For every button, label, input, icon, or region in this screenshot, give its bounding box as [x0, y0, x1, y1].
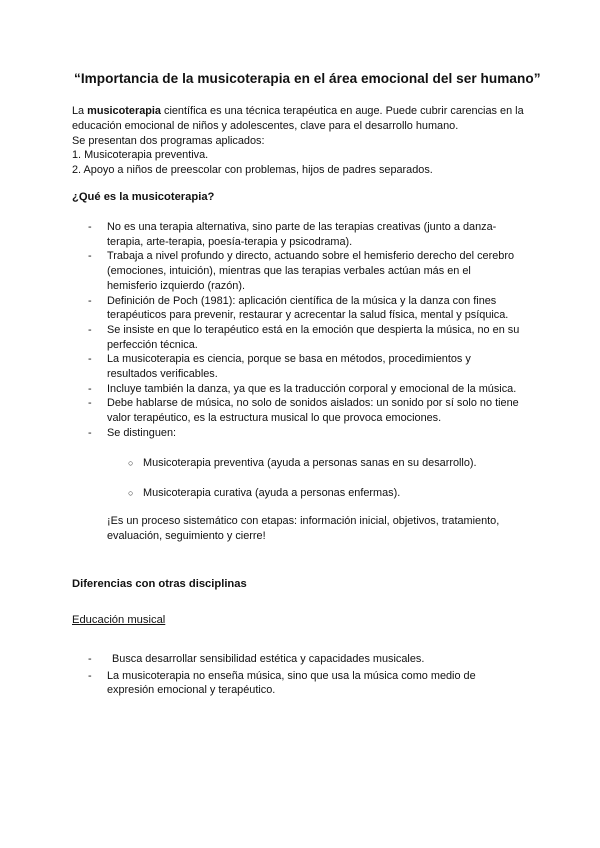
list-item: - Se distinguen:: [88, 426, 177, 439]
dash-bullet: -: [88, 323, 92, 336]
list-item: - No es una terapia alternativa, sino parte de las terapias creativas (junto a danza-terapia, arte-terapia, poesía-terapia y psicodrama).: [88, 221, 497, 248]
dash-bullet: -: [88, 426, 92, 439]
list-item: - Trabaja a nivel profundo y directo, actuando sobre el hemisferio derecho del cerebro (emociones, intuición), mientras que las terapias verbales actúan más en el hemisferio izquierdo (razón).: [88, 250, 515, 292]
document-title: “Importancia de la musicoterapia en el área emocional del ser humano”: [74, 71, 541, 86]
dash-bullet: -: [88, 653, 92, 665]
intro-paragraph: [72, 104, 542, 178]
subheading-educacion-musical: Educación musical: [72, 614, 166, 626]
section-heading-que-es: ¿Qué es la musicoterapia?: [72, 191, 215, 203]
sublist-item: ○ Musicoterapia curativa (ayuda a personas enfermas).: [128, 487, 401, 499]
list-item: - La musicoterapia no enseña música, sino que usa la música como medio de expresión emocional y terapéutico.: [88, 669, 476, 697]
intro-bold-term: musicoterapia: [87, 105, 161, 117]
intro-line-4: 2. Apoyo a niños de preescolar con problemas, hijos de padres separados.: [72, 164, 433, 177]
sublist-item: ○ Musicoterapia preventiva (ayuda a personas sanas en su desarrollo).: [128, 457, 477, 469]
list-item: - Busca desarrollar sensibilidad estética y capacidades musicales.: [88, 653, 425, 665]
therapy-types-sublist: [72, 486, 522, 501]
dash-bullet: -: [88, 382, 92, 395]
section-heading-diferencias: Diferencias con otras disciplinas: [72, 578, 247, 590]
therapy-types-sublist: [72, 456, 522, 471]
intro-prefix: La: [72, 105, 88, 117]
dash-bullet: -: [88, 221, 92, 233]
intro-line-2: Se presentan dos programas aplicados:: [72, 134, 265, 147]
intro-line-1: [72, 104, 542, 134]
list-item: - Se insiste en que lo terapéutico está en la emoción que despierta la música, no en su perfección técnica.: [88, 323, 520, 351]
intro-suffix: científica es una técnica terapéutica en auge. Puede cubrir carencias en la educación emocional de niños y adolescentes, clave para el desarrollo humano.: [72, 105, 524, 132]
closing-statement: ¡Es un proceso sistemático con etapas: información inicial, objetivos, tratamiento, evaluación, seguimiento y cierre!: [107, 515, 500, 543]
circle-bullet: ○: [128, 458, 134, 468]
dash-bullet: -: [88, 250, 92, 263]
circle-bullet: ○: [128, 488, 134, 498]
dash-bullet: -: [88, 669, 92, 682]
differences-list: [72, 652, 522, 698]
list-item: - Definición de Poch (1981): aplicación científica de la música y la danza con fines terapéuticos para prevenir, restaurar y acrecentar la salud física, mental y psíquica.: [88, 294, 509, 322]
intro-line-3: 1. Musicoterapia preventiva.: [72, 149, 209, 162]
dash-bullet: -: [88, 294, 92, 307]
list-item: - La musicoterapia es ciencia, porque se basa en métodos, procedimientos y resultados verificables.: [88, 353, 471, 381]
definition-list: [72, 220, 522, 441]
dash-bullet: -: [88, 353, 92, 366]
dash-bullet: -: [88, 397, 92, 410]
list-item: - Incluye también la danza, ya que es la traducción corporal y emocional de la música.: [88, 382, 517, 395]
list-item: - Debe hablarse de música, no solo de sonidos aislados: un sonido por sí solo no tiene valor terapéutico, es la estructura musical lo que provoca emociones.: [88, 397, 519, 425]
